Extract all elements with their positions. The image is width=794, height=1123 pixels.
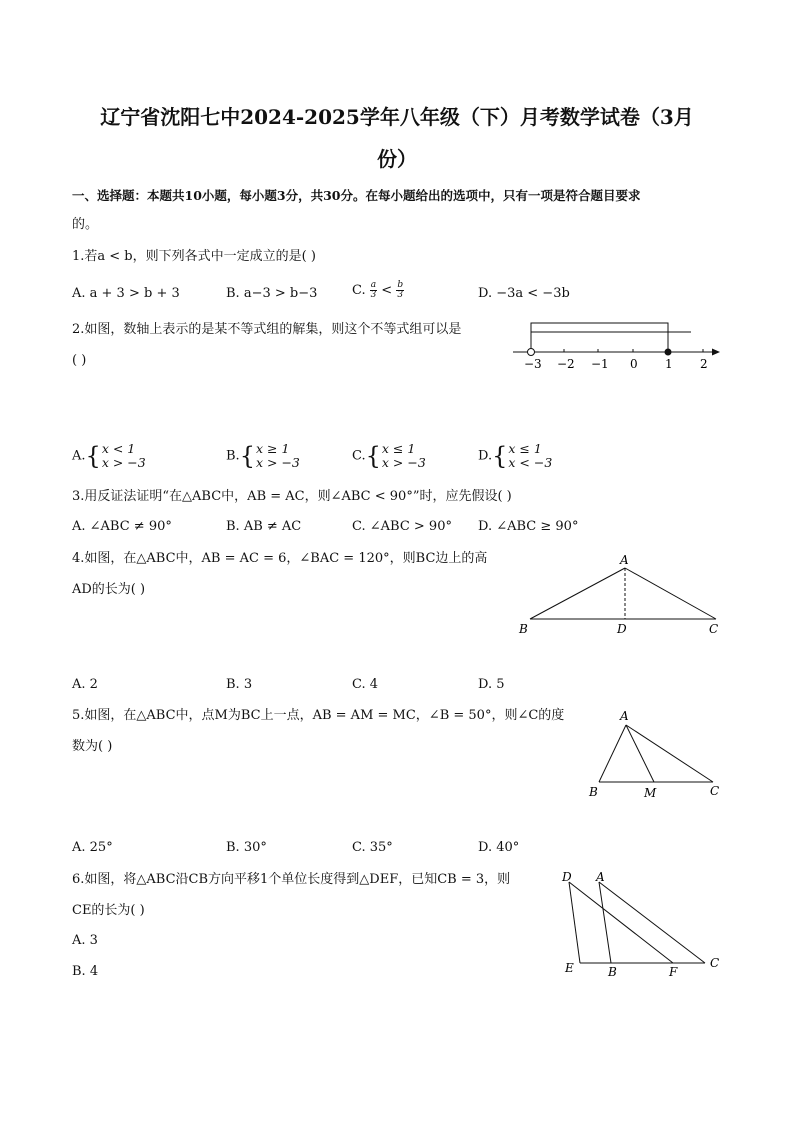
q6-translation-figure: [555, 865, 730, 983]
vertex-label-d: D: [617, 622, 627, 636]
tick-label: −3: [524, 357, 542, 371]
vertex-label-e: E: [565, 961, 574, 975]
tick-label: −1: [591, 357, 609, 371]
page-title: 辽宁省沈阳七中2024-2025学年八年级（下）月考数学试卷（3月: [100, 105, 694, 129]
vertex-label-f: F: [669, 965, 678, 979]
q3-option-b: B. AB ≠ AC: [226, 519, 302, 534]
vertex-label-a: A: [596, 870, 605, 884]
vertex-label-a: A: [620, 709, 629, 723]
vertex-label-c: C: [709, 622, 719, 636]
q4-option-c: C. 4: [352, 677, 379, 692]
q5-stem: 5.如图，在△ABC中，点M为BC上一点，AB = AM = MC，∠B = 50°，则∠C的度: [72, 708, 565, 723]
number-line-arrow: [712, 349, 720, 356]
tick-label: −2: [557, 357, 575, 371]
q5-option-c: C. 35°: [352, 840, 393, 855]
vertex-label-b: B: [519, 622, 528, 636]
q1-option-c-fraction-right: $\frac{b}{3}$: [397, 280, 404, 300]
q3-option-c: C. ∠ABC > 90°: [352, 519, 452, 534]
vertex-label-b: B: [589, 785, 598, 799]
number-line-figure: [505, 316, 730, 378]
q6-stem: 6.如图，将△ABC沿CB方向平移1个单位长度得到△DEF，已知CB = 3，则: [72, 872, 511, 887]
section-header: 一、选择题：本题共10小题，每小题3分，共30分。在每小题给出的选项中，只有一项是符合题目要求: [72, 188, 641, 203]
vertex-label-b: B: [608, 965, 617, 979]
q6-option-b: B. 4: [72, 964, 99, 979]
q2-option-a: A.{ x < 1 x > −3: [72, 441, 146, 470]
q5-stem-continued: 数为( ): [72, 739, 113, 754]
q2-stem-continued: ( ): [72, 353, 87, 368]
side-df: [569, 882, 673, 963]
q1-stem: 1.若a < b，则下列各式中一定成立的是( ): [72, 249, 316, 264]
q2-stem: 2.如图，数轴上表示的是某不等式组的解集，则这个不等式组可以是: [72, 322, 462, 337]
tick-label: 0: [630, 357, 638, 371]
q2-option-b: B.{ x ≥ 1 x > −3: [226, 441, 300, 470]
tick-label: 1: [665, 357, 673, 371]
q4-stem-continued: AD的长为( ): [72, 582, 146, 597]
q6-option-a: A. 3: [72, 933, 98, 948]
q4-option-a: A. 2: [72, 677, 98, 692]
side-ac: [599, 882, 705, 963]
side-ab: [530, 568, 625, 619]
q4-stem: 4.如图，在△ABC中，AB = AC = 6，∠BAC = 120°，则BC边上的高: [72, 551, 488, 566]
side-ac: [625, 568, 716, 619]
side-de: [569, 882, 580, 963]
q1-option-c-operator: <: [381, 283, 393, 298]
q2-option-d: D.{ x ≤ 1 x < −3: [478, 441, 553, 470]
vertex-label-c: C: [710, 956, 720, 970]
open-endpoint: [528, 349, 535, 356]
q5-option-a: A. 25°: [72, 840, 113, 855]
side-ac: [626, 725, 713, 782]
vertex-label-c: C: [710, 784, 720, 798]
vertex-label-m: M: [644, 786, 657, 800]
tick-label: 2: [700, 357, 708, 371]
q1-option-d: D. −3a < −3b: [478, 286, 570, 301]
q4-option-b: B. 3: [226, 677, 253, 692]
solution-bracket-outer: [531, 323, 668, 352]
page-title-continued: 份）: [377, 147, 417, 171]
q5-triangle-figure: [580, 706, 730, 802]
q1-option-a: A. a + 3 > b + 3: [72, 286, 180, 301]
q6-stem-continued: CE的长为( ): [72, 903, 145, 918]
q3-stem: 3.用反证法证明“在△ABC中，AB = AC，则∠ABC < 90°”时，应先假设( ): [72, 489, 512, 504]
q1-option-c-fraction-left: $\frac{a}{3}$: [370, 280, 377, 300]
side-ab: [599, 725, 626, 782]
vertex-label-a: A: [620, 553, 629, 567]
q5-option-d: D. 40°: [478, 840, 520, 855]
q1-option-c-label: C.: [352, 283, 366, 298]
q2-option-c: C.{ x ≤ 1 x > −3: [352, 441, 426, 470]
section-header-continued: 的。: [72, 217, 99, 232]
q5-option-b: B. 30°: [226, 840, 267, 855]
side-ab: [599, 882, 611, 963]
segment-am: [626, 725, 654, 782]
q1-option-c: [352, 281, 404, 300]
q1-option-b: B. a−3 > b−3: [226, 286, 318, 301]
q3-option-a: A. ∠ABC ≠ 90°: [72, 519, 172, 534]
vertex-label-d: D: [562, 870, 572, 884]
q3-option-d: D. ∠ABC ≥ 90°: [478, 519, 579, 534]
q4-option-d: D. 5: [478, 677, 505, 692]
closed-endpoint: [665, 349, 672, 356]
q4-triangle-figure: [510, 552, 730, 642]
